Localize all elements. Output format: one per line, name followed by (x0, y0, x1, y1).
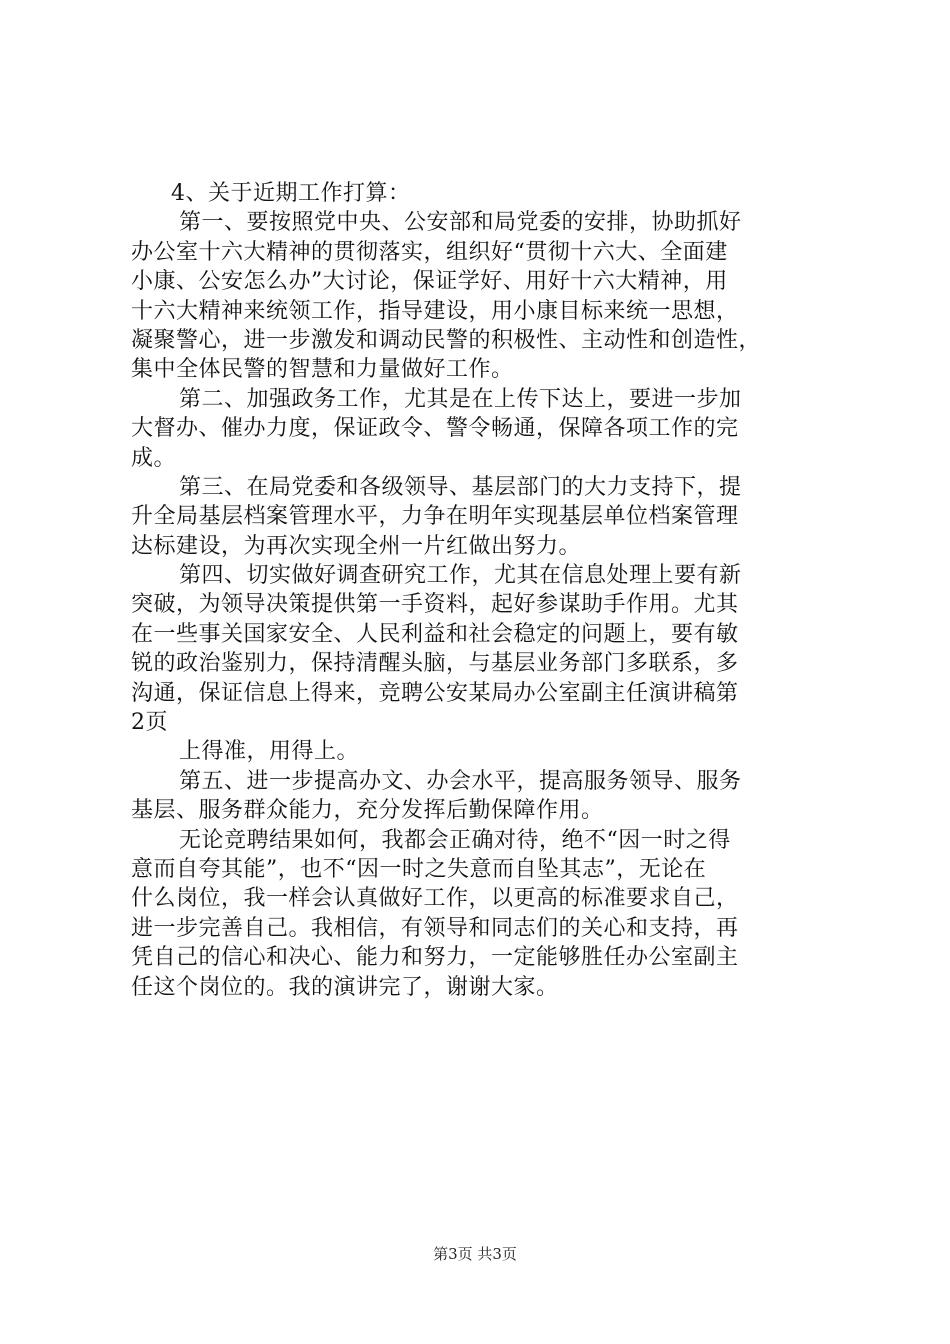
paragraph-line: 意而自夸其能”，也不“因一时之失意而自坠其志”，无论在 (131, 856, 707, 882)
paragraph-line: 凭自己的信心和决心、能力和努力，一定能够胜任办公室副主 (131, 945, 739, 971)
paragraph-line: 大督办、催办力度，保证政令、警令畅通，保障各项工作的完 (131, 416, 739, 442)
paragraph-line: 达标建设，为再次实现全州一片红做出努力。 (131, 533, 582, 559)
paragraph-line: 成。 (131, 445, 177, 471)
paragraph-line: 沟通，保证信息上得来，竞聘公安某局办公室副主任演讲稿第 (131, 680, 739, 706)
paragraph-line: 办公室十六大精神的贯彻落实，组织好“贯彻十六大、全面建 (131, 239, 728, 265)
paragraph-line: 在一些事关国家安全、人民利益和社会稳定的问题上，要有敏 (131, 621, 739, 647)
paragraph-line: 第一、要按照党中央、公安部和局党委的安排，协助抓好 (179, 210, 742, 236)
document-body (131, 179, 831, 1002)
page-number-footer: 第3页 共3页 (433, 1245, 517, 1263)
paragraph-line: 十六大精神来统领工作，指导建设，用小康目标来统一思想， (131, 298, 739, 324)
paragraph-line: 无论竞聘结果如何，我都会正确对待，绝不“因一时之得 (179, 827, 731, 853)
paragraph-line: 上得准，用得上。 (179, 739, 360, 765)
paragraph-line: 进一步完善自己。我相信，有领导和同志们的关心和支持，再 (131, 915, 739, 941)
paragraph-line: 基层、服务群众能力，充分发挥后勤保障作用。 (131, 798, 604, 824)
paragraph-line: 突破，为领导决策提供第一手资料，起好参谋助手作用。尤其 (131, 592, 739, 618)
paragraph-line: 任这个岗位的。我的演讲完了，谢谢大家。 (131, 974, 559, 1000)
paragraph-line: 小康、公安怎么办”大讨论，保证学好、用好十六大精神，用 (131, 269, 728, 295)
paragraph-line: 第五、进一步提高办文、办会水平，提高服务领导、服务 (179, 768, 742, 794)
paragraph-line: 什么岗位，我一样会认真做好工作，以更高的标准要求自己， (131, 886, 739, 912)
section-heading: 4、关于近期工作打算： (171, 181, 411, 206)
paragraph-line: 2页 (131, 710, 168, 736)
paragraph-line: 升全局基层档案管理水平，力争在明年实现基层单位档案管理 (131, 504, 739, 530)
paragraph-line: 第三、在局党委和各级领导、基层部门的大力支持下，提 (179, 474, 742, 500)
paragraph-line: 第二、加强政务工作，尤其是在上传下达上，要进一步加 (179, 386, 742, 412)
paragraph-line: 集中全体民警的智慧和力量做好工作。 (131, 357, 514, 383)
paragraph-line: 第四、切实做好调查研究工作，尤其在信息处理上要有新 (179, 563, 742, 589)
paragraph-line: 凝聚警心，进一步激发和调动民警的积极性、主动性和创造性， (131, 327, 762, 353)
paragraph-line: 锐的政治鉴别力，保持清醒头脑，与基层业务部门多联系，多 (131, 651, 739, 677)
